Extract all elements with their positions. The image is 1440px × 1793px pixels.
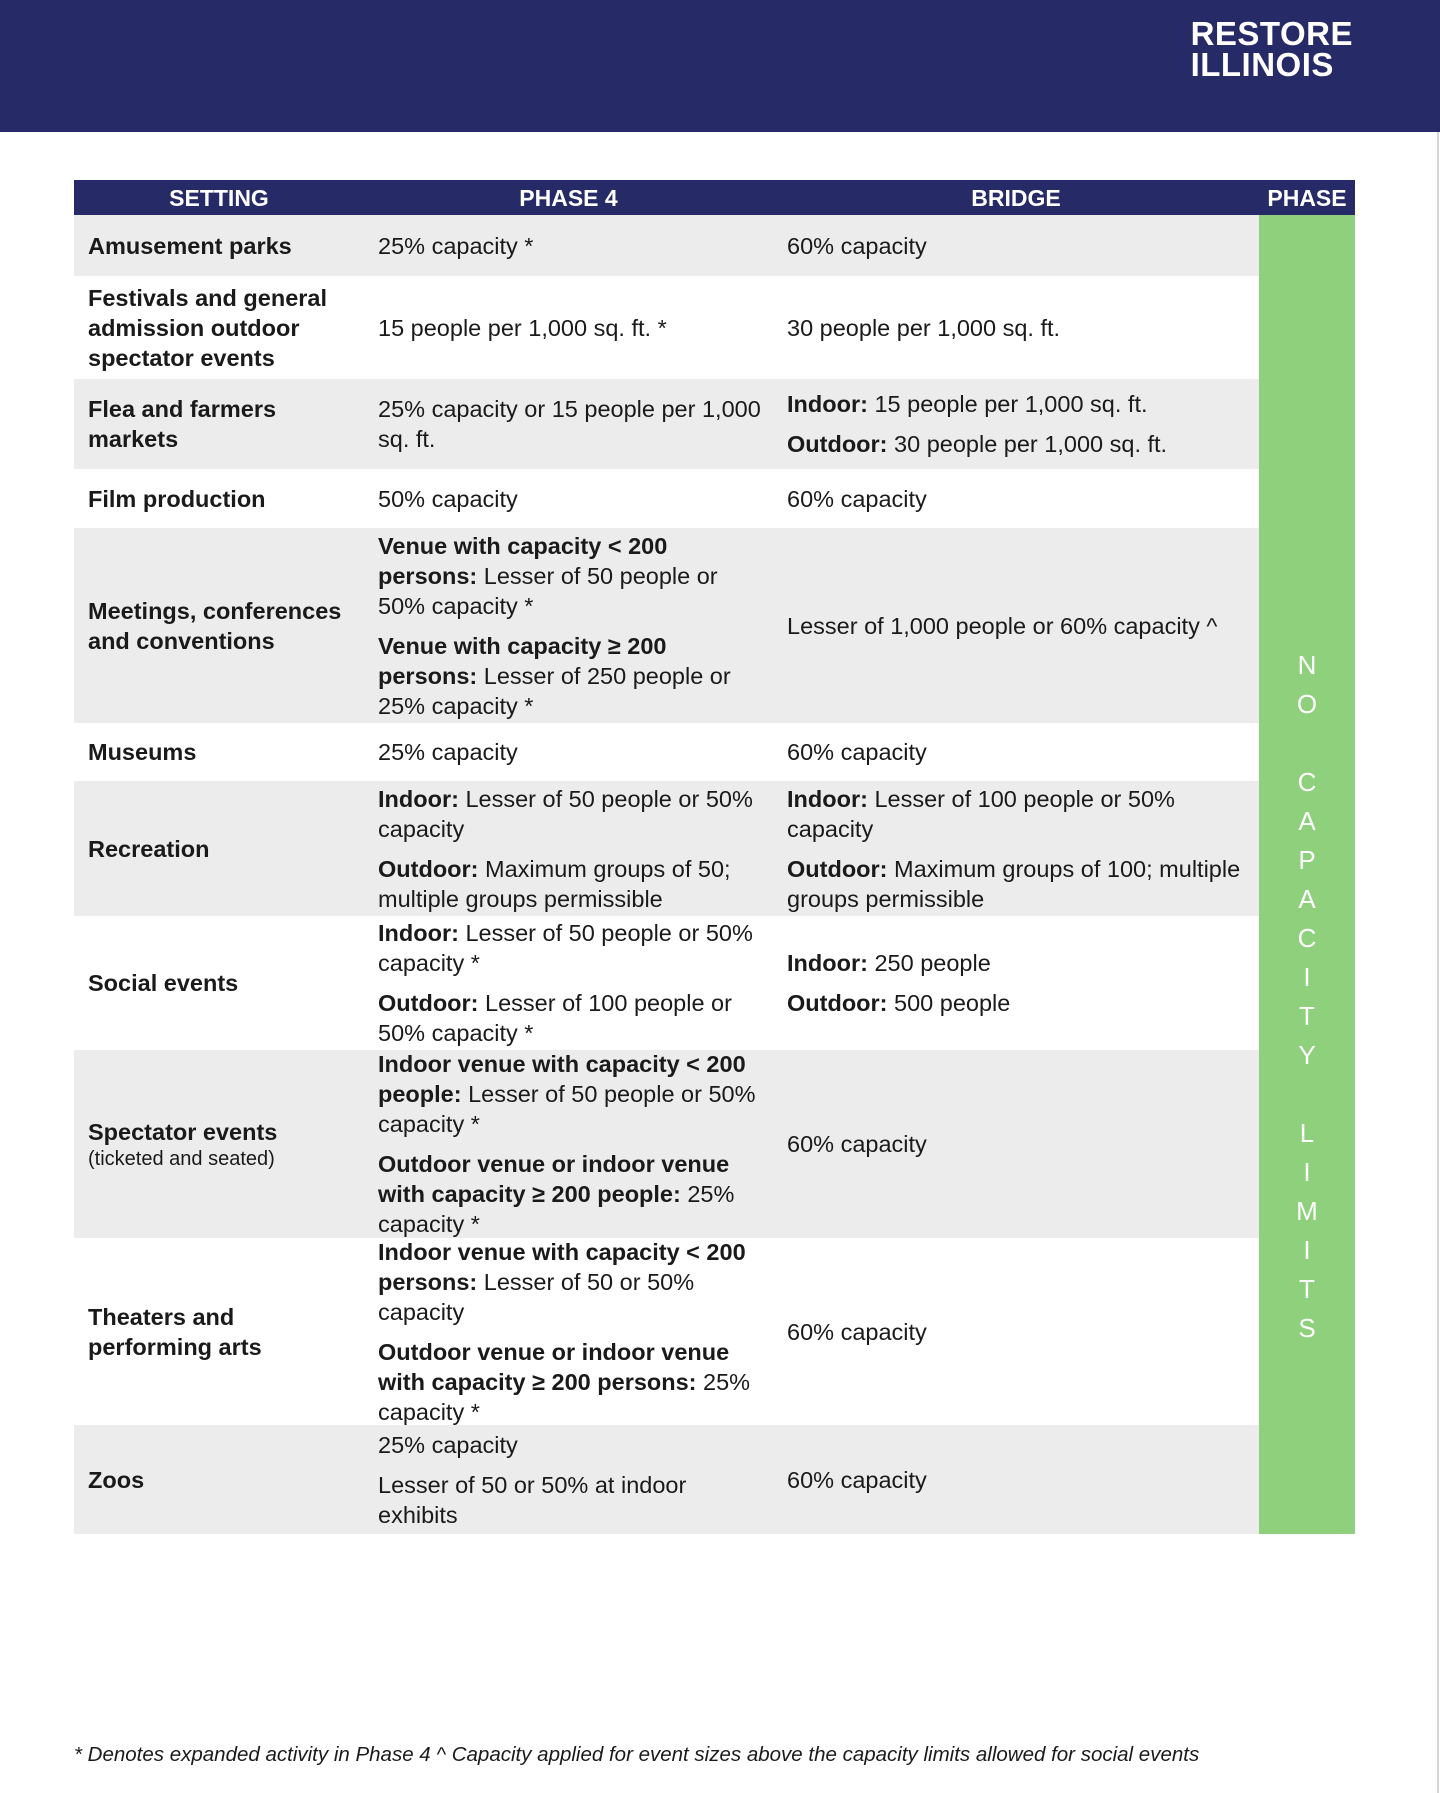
vertical-letter: I [1303,962,1311,992]
cell-paragraph [787,737,1257,767]
cell-text: Lesser of 50 people or 50% capacity * [378,562,718,619]
cell-text: Lesser of 100 people or 50% capacity * [378,990,732,1046]
header-phase4: PHASE 4 [519,185,618,211]
bold-label: Venue with capacity ≥ 200 persons: [378,632,667,689]
setting-cell [88,1050,358,1238]
vertical-letter: O [1296,689,1318,719]
setting-cell [88,469,358,528]
phase4-cell [378,379,763,469]
cell-text: Lesser of 100 people or 50% capacity [787,785,1175,842]
cell-text: 25% capacity or 15 people per 1,000 sq. ft. [378,396,761,452]
bold-label: Outdoor venue or indoor venue with capacity ≥ 200 persons: [378,1338,730,1395]
cell-paragraph [787,854,1257,914]
cell-paragraph [378,231,763,261]
cell-paragraph [787,611,1257,641]
vertical-letter: C [1297,923,1317,953]
vertical-letter: C [1297,767,1317,797]
cell-paragraph [378,1149,763,1239]
bridge-cell [787,469,1257,528]
cell-paragraph [378,631,763,721]
cell-paragraph [787,313,1257,343]
cell-paragraph [378,313,763,343]
phase4-cell [378,469,763,528]
cell-text: Maximum groups of 100; multiple groups permissible [787,855,1241,912]
phase4-cell [378,528,763,723]
cell-text: 60% capacity [787,1466,927,1493]
bold-label: Outdoor: [787,855,888,882]
setting-name: Theaters and performing arts [88,1303,262,1360]
cell-paragraph [787,1129,1257,1159]
cell-paragraph [378,854,763,914]
table-row [74,276,1259,379]
bridge-cell [787,379,1257,469]
bridge-cell [787,1238,1257,1425]
cell-paragraph [787,231,1257,261]
bold-label: Outdoor: [378,855,479,882]
cell-text: 25% capacity * [378,232,534,259]
setting-name: Museums [88,739,197,765]
vertical-letter: L [1299,1118,1315,1148]
bold-label: Outdoor: [378,990,479,1016]
bold-label: Indoor venue with capacity < 200 persons: [378,1238,746,1295]
cell-text: Lesser of 50 or 50% at indoor exhibits [378,1471,687,1528]
phase5-column [1259,215,1355,1534]
cell-paragraph [378,1049,763,1139]
cell-paragraph [378,1430,763,1460]
setting-name: Zoos [88,1466,145,1493]
cell-paragraph [378,531,763,621]
setting-name: Spectator events [88,1119,278,1145]
cell-text: 60% capacity [787,485,927,512]
cell-text: 50% capacity [378,485,518,512]
cell-paragraph [378,988,763,1048]
setting-name: Amusement parks [88,232,292,259]
cell-paragraph [787,1317,1257,1347]
cell-text: 25% capacity * [378,1368,751,1425]
vertical-space [1259,724,1355,763]
cell-text: 250 people [867,950,991,976]
cell-paragraph [378,784,763,844]
phase4-cell [378,1425,763,1534]
phase4-cell [378,723,763,781]
table-row [74,1050,1259,1238]
bold-label: Indoor: [787,785,868,812]
vertical-letter: Y [1298,1040,1316,1070]
brand-line-2: ILLINOIS [1190,46,1334,83]
setting-cell [88,528,358,723]
setting-name: Social events [88,970,239,996]
cell-text: Lesser of 50 people or 50% capacity * [378,1081,756,1137]
cell-text: 500 people [887,990,1011,1016]
cell-text: 60% capacity [787,739,927,765]
cell-paragraph [378,394,763,454]
restore-illinois-logo [1190,15,1353,83]
cell-text: 15 people per 1,000 sq. ft. * [378,314,667,341]
cell-paragraph [787,1465,1257,1495]
cell-text: Lesser of 50 people or 50% capacity * [378,920,753,976]
phase4-cell [378,1050,763,1238]
capacity-table [74,180,1355,1534]
bold-label: Indoor: [787,391,868,417]
setting-cell [88,1425,358,1534]
bold-label: Indoor: [787,950,868,976]
cell-text: 25% capacity [378,1431,518,1458]
bridge-cell [787,781,1257,916]
table-body [74,215,1355,1534]
table-row [74,723,1259,781]
header-phase5: PHASE [1267,185,1347,211]
bold-label: Venue with capacity < 200 persons: [378,532,668,589]
cell-text: 60% capacity [787,232,927,259]
vertical-letter: A [1298,884,1316,914]
cell-text: Maximum groups of 50; multiple groups permissible [378,855,731,912]
bridge-cell [787,215,1257,276]
table-row [74,1238,1259,1425]
bold-label: Indoor: [378,920,459,946]
cell-paragraph [787,484,1257,514]
table-row [74,528,1259,723]
cell-text: 60% capacity [787,1318,927,1345]
table-row [74,215,1259,276]
cell-text: 30 people per 1,000 sq. ft. [887,431,1168,457]
setting-name: Flea and farmers markets [88,396,277,452]
vertical-letter: N [1297,650,1317,680]
header-setting: SETTING [169,185,269,211]
setting-name: Film production [88,485,266,512]
cell-paragraph [787,784,1257,844]
setting-cell [88,781,358,916]
bridge-cell [787,1050,1257,1238]
vertical-letter: I [1303,1235,1311,1265]
cell-text: 60% capacity [787,1131,927,1157]
cell-text: 15 people per 1,000 sq. ft. [867,391,1148,417]
table-row [74,916,1259,1050]
setting-name: Meetings, conferences and conventions [88,597,342,654]
vertical-letter: M [1296,1196,1318,1226]
setting-cell [88,1238,358,1425]
table-row [74,469,1259,528]
cell-paragraph [787,988,1257,1018]
cell-text: 25% capacity * [378,1181,735,1237]
header-bridge: BRIDGE [971,185,1061,211]
table-row [74,781,1259,916]
footnote: * Denotes expanded activity in Phase 4 ^ Capacity applied for event sizes above the capacity limits allowed for social events [74,1743,1200,1766]
cell-text: 30 people per 1,000 sq. ft. [787,314,1061,341]
vertical-letter: T [1299,1274,1315,1304]
phase5-no-capacity-limits [1259,646,1355,1348]
vertical-letter: T [1299,1001,1315,1031]
table-row [74,1425,1259,1534]
setting-cell [88,916,358,1050]
table-header [74,180,1355,215]
cell-text: Lesser of 50 or 50% capacity [378,1268,695,1325]
setting-subtitle: (ticketed and seated) [88,1148,275,1170]
cell-paragraph [378,1237,763,1327]
bold-label: Outdoor: [787,431,888,457]
setting-cell [88,215,358,276]
bridge-cell [787,276,1257,379]
vertical-letter: S [1298,1313,1316,1343]
cell-paragraph [378,918,763,978]
cell-paragraph [787,389,1257,419]
vertical-letter: I [1303,1157,1311,1187]
setting-cell [88,276,358,379]
bridge-cell [787,528,1257,723]
cell-paragraph [378,737,763,767]
cell-paragraph [378,484,763,514]
cell-paragraph [378,1470,763,1530]
cell-paragraph [787,429,1257,459]
bold-label: Outdoor venue or indoor venue with capacity ≥ 200 people: [378,1151,730,1207]
bold-label: Outdoor: [787,990,888,1016]
table-row [74,379,1259,469]
vertical-letter: P [1298,845,1316,875]
header-banner [0,0,1440,132]
brand-line-1: RESTORE [1190,15,1353,52]
phase4-cell [378,1238,763,1425]
cell-paragraph [787,948,1257,978]
setting-name: Festivals and general admission outdoor spectator events [88,284,328,371]
cell-text: Lesser of 50 people or 50% capacity [378,785,753,842]
bridge-cell [787,1425,1257,1534]
bridge-cell [787,723,1257,781]
phase4-cell [378,781,763,916]
page-edge-divider [1437,132,1439,1793]
setting-cell [88,723,358,781]
cell-text: Lesser of 250 people or 25% capacity * [378,662,731,719]
cell-text: Lesser of 1,000 people or 60% capacity ^ [787,612,1218,639]
vertical-letter: A [1298,806,1316,836]
setting-name: Recreation [88,835,210,862]
cell-text: 25% capacity [378,739,518,765]
phase4-cell [378,215,763,276]
bridge-cell [787,916,1257,1050]
cell-paragraph [378,1337,763,1427]
bold-label: Indoor venue with capacity < 200 people: [378,1051,746,1107]
setting-cell [88,379,358,469]
phase4-cell [378,916,763,1050]
vertical-space [1259,1075,1355,1114]
bold-label: Indoor: [378,785,459,812]
phase4-cell [378,276,763,379]
